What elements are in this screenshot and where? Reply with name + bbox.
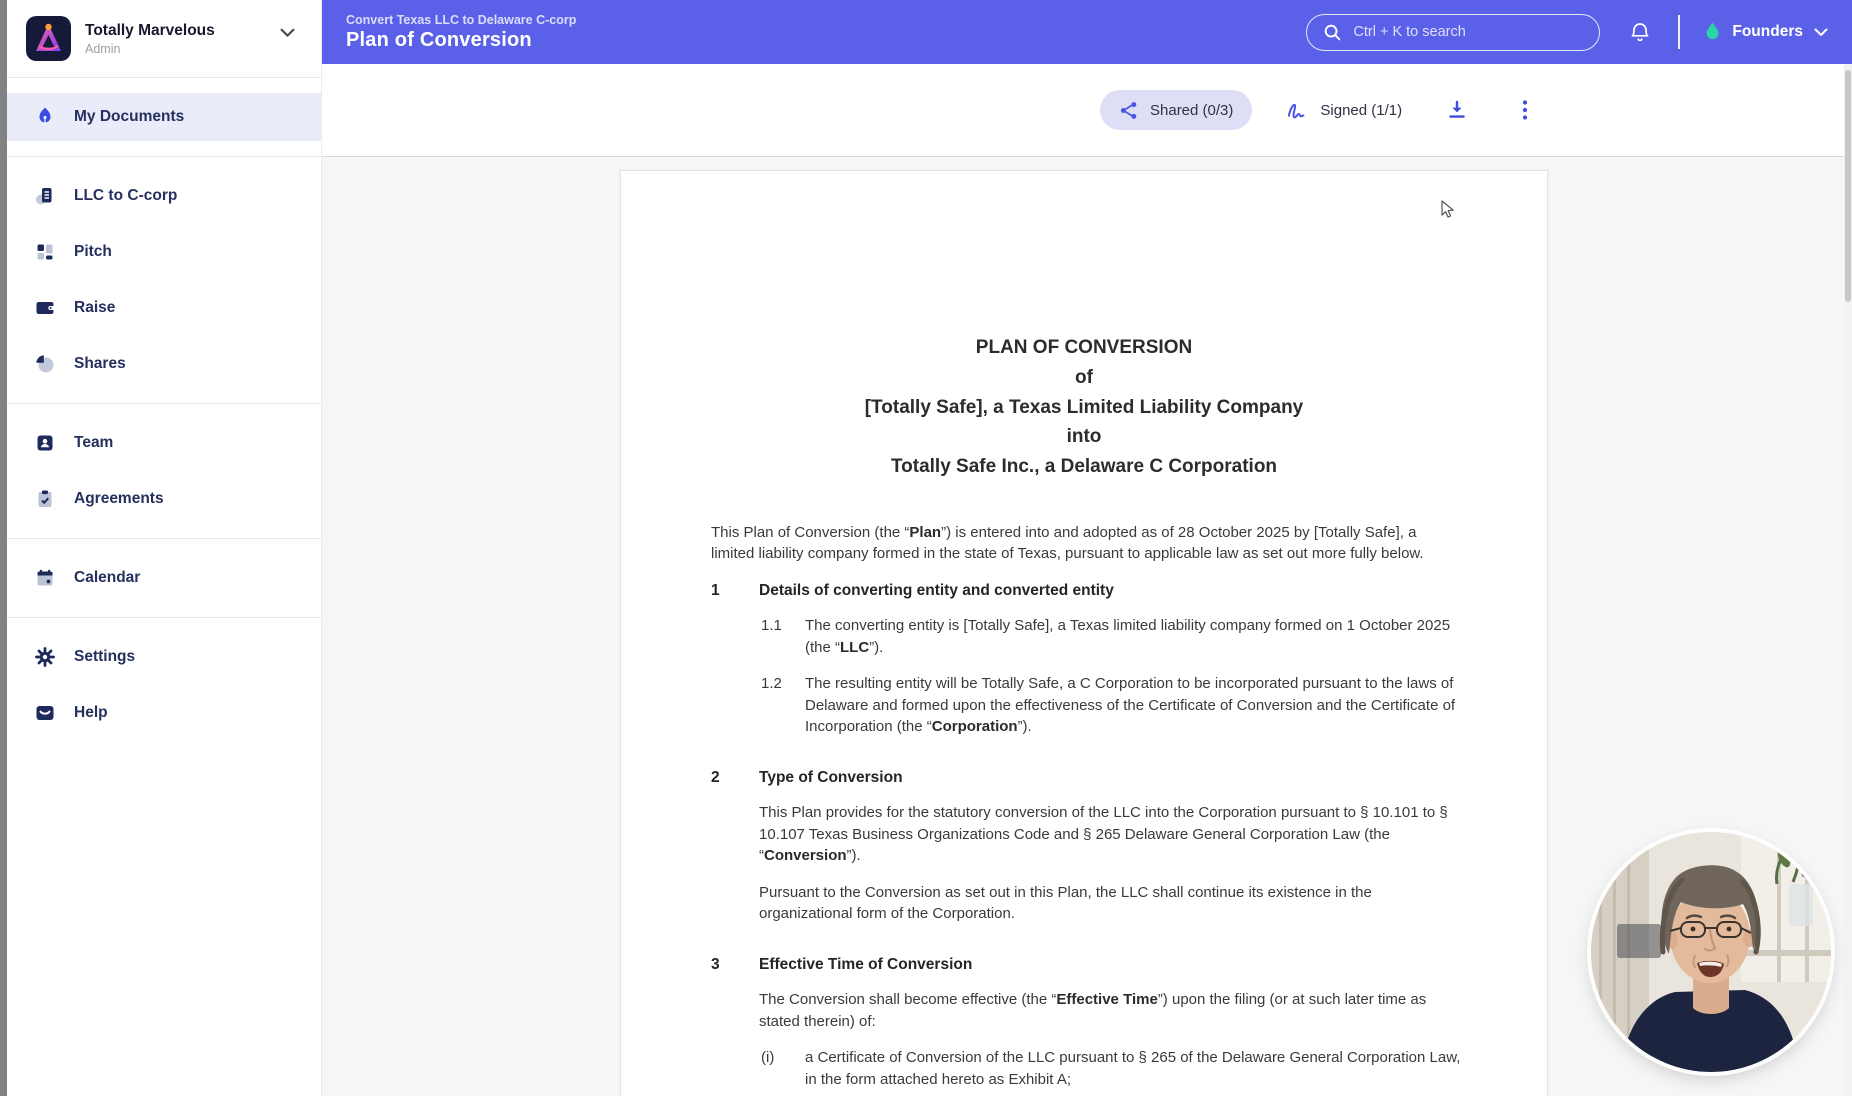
search-placeholder: Ctrl + K to search [1353,24,1466,40]
sidebar-item-help[interactable] [7,689,321,737]
document-numbered-item: 1.1 The converting entity is [Totally Safe], a Texas limited liability company formed on 1 October 2025 (the “LLC”). [761,617,1451,656]
sidebar-group [7,157,321,403]
layout-blocks-icon [33,240,57,264]
signed-button[interactable] [1285,100,1402,121]
document-body [621,522,1547,1091]
search-icon [1323,23,1342,42]
document-title-line: into [1066,426,1102,448]
gear-icon [33,645,57,669]
account-name: Founders [1732,23,1803,40]
window-edge-strip [0,0,7,1096]
sidebar-item-label: Pitch [74,243,112,260]
sidebar-item-my-documents[interactable] [7,93,321,141]
more-options-button[interactable] [1516,99,1534,121]
shared-button[interactable] [1100,90,1252,130]
sidebar-item-label: Shares [74,355,126,372]
search-input[interactable] [1306,14,1600,51]
chevron-down-icon [1814,28,1828,37]
person-badge-icon [33,431,57,455]
document-paragraph: Pursuant to the Conversion as set out in this Plan, the LLC shall continue its existence in the organizational form of the Corporation. [759,883,1372,923]
document-paragraph: This Plan of Conversion (the “Plan”) is entered into and adopted as of 28 October 2025 by [Totally Safe], a limited liability company formed in the state of Texas, pursuant to applicable law as set out more fully below. [711,523,1424,563]
document-section-heading: 3 Effective Time of Conversion [711,955,973,973]
signature-icon [1285,100,1310,121]
shared-button-label: Shared (0/3) [1150,101,1234,119]
sidebar-item-label: Team [74,434,114,451]
document-title-line: PLAN OF CONVERSION [975,337,1193,358]
sidebar-item-llc-to-c-corp[interactable] [7,172,321,220]
sidebar [7,0,322,1096]
sidebar-group [7,539,321,617]
scrollbar-thumb[interactable] [1845,70,1851,302]
vertical-scrollbar[interactable] [1844,64,1852,1096]
document-page [620,170,1548,1096]
download-button[interactable] [1446,99,1468,121]
document-title [621,333,1547,482]
breadcrumb: Convert Texas LLC to Delaware C-corp [346,12,577,27]
webcam-video [1591,832,1831,1072]
document-section-heading: 2 Type of Conversion [711,768,903,786]
org-switcher[interactable] [7,0,321,77]
org-role: Admin [85,41,121,56]
conversion-icon [33,184,57,208]
sidebar-group [7,618,321,752]
sidebar-item-team[interactable] [7,419,321,467]
org-logo [26,16,71,61]
calendar-icon [33,566,57,590]
bell-icon [1628,20,1652,44]
sidebar-item-raise[interactable] [7,284,321,332]
header-separator [1678,15,1680,49]
app-header [322,0,1852,64]
account-menu[interactable] [1704,21,1836,44]
page-title: Plan of Conversion [346,28,532,51]
kebab-menu-icon [1522,99,1528,121]
download-icon [1446,99,1468,121]
document-title-line: of [1075,366,1093,388]
sidebar-item-label: Agreements [74,490,164,507]
signed-button-label: Signed (1/1) [1320,101,1403,119]
sidebar-item-shares[interactable] [7,340,321,388]
document-paragraph: The Conversion shall become effective (the “Effective Time”) upon the filing (or at such later time as stated therein) of: [759,991,1427,1030]
sidebar-item-settings[interactable] [7,633,321,681]
org-name: Totally Marvelous [85,21,215,39]
document-numbered-item: (i) a Certificate of Conversion of the LLC pursuant to § 265 of the Delaware General Corporation Law, in the form attached hereto as Exhibit A; [761,1049,1461,1088]
sidebar-item-label: Help [74,704,108,721]
sidebar-item-calendar[interactable] [7,554,321,602]
document-title-line: Totally Safe Inc., a Delaware C Corporation [890,456,1278,478]
wallet-icon [33,296,57,320]
webcam-overlay[interactable] [1591,832,1831,1072]
document-numbered-item: 1.2 The resulting entity will be Totally Safe, a C Corporation to be incorporated pursuant to the laws of Delaware and formed upon the effectiveness of the Certificate of Conversion and the Certificate of Incorporation (the “Corporation”). [761,675,1456,736]
document-title-line: [Totally Safe], a Texas Limited Liability Company [864,396,1304,418]
clipboard-check-icon [33,487,57,511]
droplet-icon [1704,21,1721,44]
sidebar-item-label: Raise [74,299,116,316]
sidebar-item-agreements[interactable] [7,475,321,523]
share-icon [1119,100,1140,121]
chevron-down-icon [280,28,295,38]
document-toolbar [322,64,1852,157]
sidebar-item-label: LLC to C-corp [74,187,178,204]
sidebar-group [7,78,321,156]
pen-nib-icon [33,105,57,129]
sidebar-item-label: My Documents [74,108,185,125]
pie-chart-icon [33,352,57,376]
document-section-heading: 1 Details of converting entity and converted entity [711,581,1114,599]
envelope-smile-icon [33,701,57,725]
sidebar-item-pitch[interactable] [7,228,321,276]
sidebar-nav [7,78,321,752]
sidebar-group [7,404,321,538]
notifications-button[interactable] [1628,20,1652,44]
sidebar-item-label: Settings [74,648,136,665]
sidebar-item-label: Calendar [74,569,141,586]
document-paragraph: This Plan provides for the statutory conversion of the LLC into the Corporation pursuant to § 10.101 to § 10.107 Texas Business Organizations Code and § 265 Delaware General Corporation Law (the “Conversion”). [759,804,1448,865]
